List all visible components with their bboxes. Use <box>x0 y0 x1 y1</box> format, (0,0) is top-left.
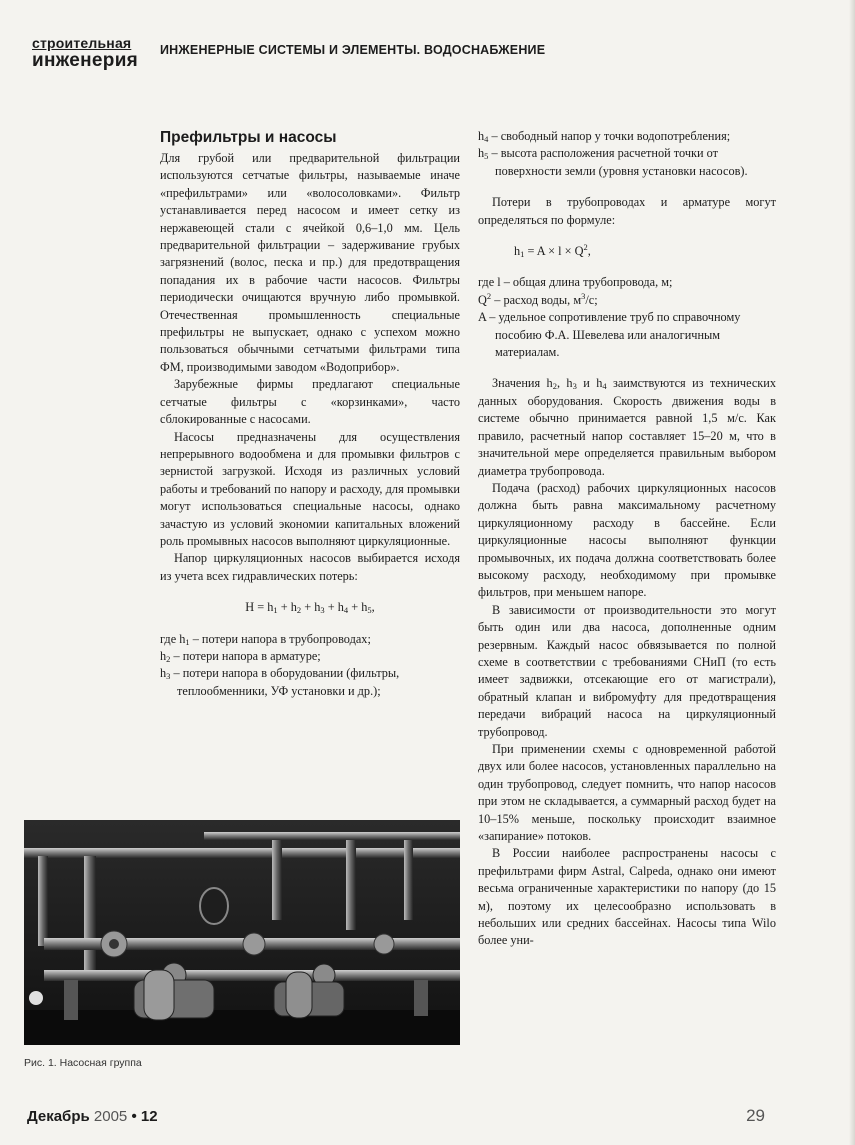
article-title: Префильтры и насосы <box>160 129 337 146</box>
paragraph-4: Напор циркуляционных насосов выбирается исходя из учета всех гидравлических потерь: <box>160 551 460 583</box>
definition-h4: $h_4$ – свободный напор у точки водопотребления; <box>478 129 731 144</box>
logo-top-text: строительная <box>32 35 132 51</box>
paragraph-2: Зарубежные фирмы предлагают специальные сетчатые фильтры с «корзинками», часто сблокированные с насосами. <box>160 377 460 427</box>
paragraph-8: В зависимости от производительности это могут быть один или два насоса, дополненные одним резервным. Каждый насос обвязывается по полной схеме в соответствии с требованиями СНиП (то есть имеет задвижки, отсекающие его от магистрали), обратный клапан и вибромуфту для предотвращения передачи вибраций насоса на циркуляционный трубопровод. <box>478 602 776 739</box>
definition-h3: $h_3$ – потери напора в оборудовании (фильтры, теплообменники, УФ установки и др.); <box>160 666 400 698</box>
section-heading: ИНЖЕНЕРНЫЕ СИСТЕМЫ И ЭЛЕМЕНТЫ. ВОДОСНАБЖЕНИЕ <box>160 43 546 57</box>
paragraph-3: Насосы предназначены для осуществления непрерывного водообмена и для промывки фильтров с зернистой загрузкой. Исходя из различных условий работы и требований по напору и расходу, для промывки могут использоваться специальные насосы, однако зачастую из условий экономии капитальных вложений роль промывных насосов выполняют циркуляционные. <box>160 429 460 548</box>
logo-bottom-text: инженерия <box>32 50 139 71</box>
formula-head-sum-text: $H = h_1 + h_2 + h_3 + h_4 + h_5$, <box>245 600 375 616</box>
left-column <box>160 128 460 700</box>
definition-l: где l – общая длина трубопровода, м; <box>478 275 673 290</box>
definition-h5: $h_5$ – высота расположения расчетной точки от поверхности земли (уровня установки насосов). <box>478 146 748 178</box>
right-column <box>478 128 776 950</box>
definition-q2: $Q^2$ – расход воды, $м^3/с$; <box>478 290 598 307</box>
magazine-logo <box>32 36 144 70</box>
definitions-formula <box>478 274 776 361</box>
formula-head-sum <box>160 599 460 616</box>
pump-group-image <box>24 820 460 1045</box>
definition-a: A – удельное сопротивление труб по справочному пособию Ф.А. Шевелева или аналогичным материалам. <box>478 310 741 360</box>
definition-h2: $h_2$ – потери напора в арматуре; <box>160 648 321 664</box>
paragraph-9: При применении схемы с одновременной работой двух или более насосов, установленных параллельно на один трубопровод, следует помнить, что напор насосов при этом не складывается, а суммарный расход будет на 10–15% меньше, поскольку происходит взаимное «запирание» потоков. <box>478 742 776 844</box>
definitions-left <box>160 631 460 701</box>
definition-h1: где $h_1$ – потери напора в трубопроводах; <box>160 631 371 647</box>
issue-info <box>27 1108 158 1125</box>
paragraph-1: Для грубой или предварительной фильтрации используются сетчатые фильтры, называемые иначе «префильтрами» или «волосоловками». Фильтр устанавливается перед насосом и имеет сетку из нержавеющей стали с ячейкой 0,6–1,0 мм. Цель предварительной фильтрации – задерживание грубых загрязнений (волос, песка и пр.) для предотвращения попадания их в рабочие части насосов. Фильтры периодически очищаются вручную либо промывкой. Отечественная промышленность специальные префильтры не выпускает, однако с успехом можно пользоваться обычными сетчатыми фильтрами типа ФМ, производимыми заводом «Водоприбор». <box>160 151 460 374</box>
page-edge-shadow <box>849 0 855 1145</box>
issue-number: 12 <box>140 1108 158 1125</box>
issue-year: 2005 <box>93 1108 128 1125</box>
pump-group-photo <box>24 820 460 1045</box>
formula-pipe-loss <box>478 243 776 260</box>
figure-caption: Рис. 1. Насосная группа <box>24 1057 142 1069</box>
page-number: 29 <box>746 1106 765 1125</box>
paragraph-10: В России наиболее распространены насосы с префильтрами фирм Astral, Calpeda, однако они имеют весьма ограниченные характеристики по напору (до 15 м), поэтому их целесообразно использовать в небольших или средних бассейнах. Насосы типа Wilo более уни- <box>478 846 776 948</box>
definitions-right <box>478 128 776 180</box>
paragraph-6: Значения $h_2$, $h_3$ и $h_4$ заимствуются из технических данных оборудования. Скорость движения воды в системе обычно принимается равной 1,5 м/с. Как правило, расчетный напор составляет 15–20 м, что в значительной мере определяется правильным выбором диаметра трубопровода. <box>478 376 777 478</box>
formula-pipe-loss-text: $h_1 = A \times l \times Q^2$, <box>514 242 591 260</box>
paragraph-7: Подача (расход) рабочих циркуляционных насосов должна быть равна максимальному расчетному циркуляционному расходу в бассейне. Если циркуляционные насосы выполняют функции промывочных, их подача должна соответствовать более высокому расходу, необходимому при промывке фильтров, при меньшем напоре. <box>478 480 776 600</box>
issue-bullet: • <box>131 1108 137 1125</box>
paragraph-5: Потери в трубопроводах и арматуре могут определяться по формуле: <box>478 195 776 227</box>
issue-month: Декабрь <box>27 1108 90 1125</box>
